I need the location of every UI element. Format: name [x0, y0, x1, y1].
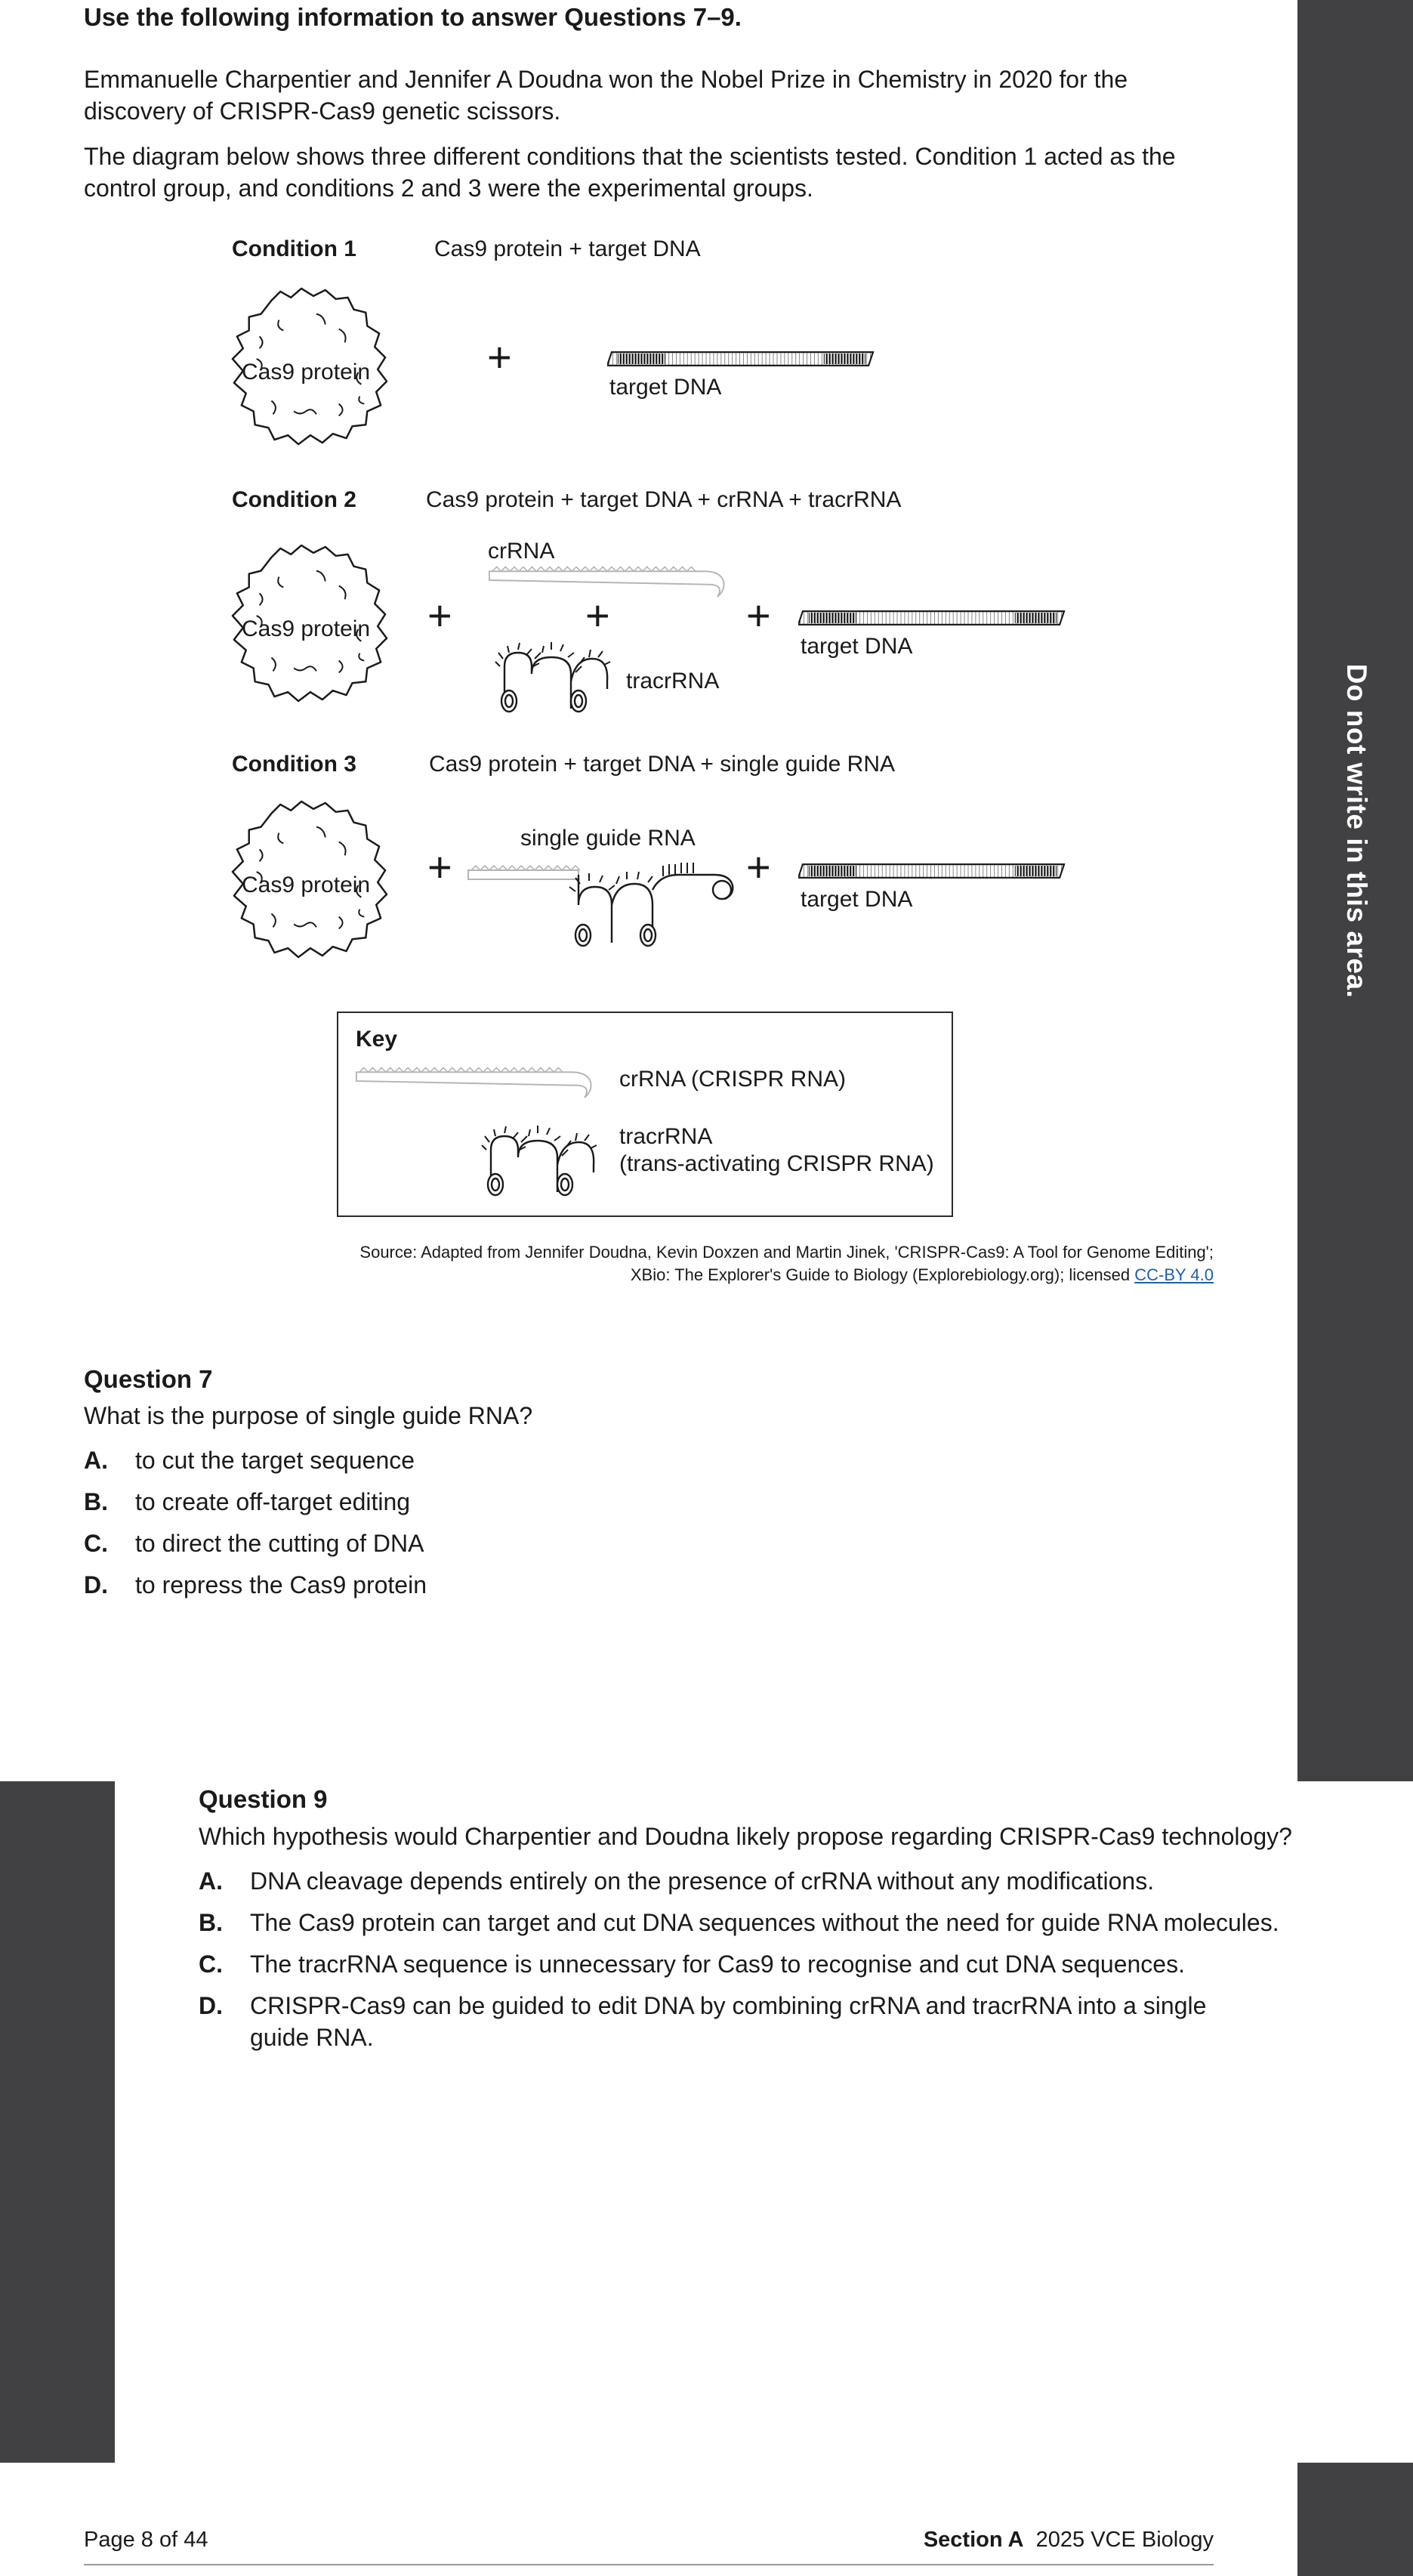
key-box	[337, 1012, 953, 1217]
target-dna-label: target DNA	[801, 887, 913, 912]
plus-sign: +	[746, 843, 771, 891]
do-not-write-banner: Do not write in this area.	[1341, 663, 1372, 999]
cas9-protein-label: Cas9 protein	[242, 616, 371, 641]
single-guide-rna-illustration	[465, 860, 745, 958]
question-7-option-a[interactable]: A. to cut the target sequence	[84, 1447, 415, 1474]
condition-3-formula: Cas9 protein + target DNA + single guide RNA	[429, 752, 896, 777]
license-link[interactable]: CC-BY 4.0	[1134, 1265, 1214, 1284]
question-7-stem: What is the purpose of single guide RNA?	[84, 1402, 533, 1429]
condition-2-formula: Cas9 protein + target DNA + crRNA + tracrRNA	[426, 487, 902, 512]
question-9-stem: Which hypothesis would Charpentier and Doudna likely propose regarding CRISPR-Cas9 technology?	[199, 1823, 1292, 1850]
target-dna-illustration	[798, 608, 1067, 628]
page-number: Page 8 of 44	[84, 2528, 208, 2552]
target-dna-illustration	[607, 349, 876, 369]
question-9-option-a[interactable]: A. DNA cleavage depends entirely on the presence of crRNA without any modifications.	[199, 1867, 1155, 1895]
margin-bar-right-bottom	[1297, 2463, 1413, 2576]
question-7-option-c[interactable]: C. to direct the cutting of DNA	[84, 1530, 424, 1557]
key-tracrrna-illustration	[476, 1120, 604, 1203]
plus-sign: +	[427, 591, 452, 639]
intro-paragraph-2: The diagram below shows three different conditions that the scientists tested. Condition 1 acted as the control group, and conditions 2 and 3 were the experimental groups.	[84, 143, 1176, 202]
key-tracrrna-label: tracrRNA (trans-activating CRISPR RNA)	[619, 1124, 934, 1176]
footer-rule	[84, 2564, 1214, 2565]
plus-sign: +	[487, 333, 512, 381]
plus-sign: +	[746, 591, 771, 639]
plus-sign: +	[427, 843, 452, 891]
target-dna-label: target DNA	[609, 375, 722, 400]
tracrrna-illustration	[489, 636, 618, 719]
plus-sign: +	[585, 591, 610, 639]
key-crrna-label: crRNA (CRISPR RNA)	[619, 1067, 847, 1092]
question-7-option-d[interactable]: D. to repress the Cas9 protein	[84, 1571, 427, 1598]
condition-2-label: Condition 2	[232, 487, 356, 512]
question-7-title: Question 7	[84, 1365, 213, 1393]
intro-heading: Use the following information to answer Questions 7–9.	[84, 3, 742, 31]
cas9-protein-label: Cas9 protein	[242, 360, 371, 385]
target-dna-illustration	[798, 861, 1067, 881]
key-title: Key	[356, 1027, 398, 1052]
question-7-option-b[interactable]: B. to create off-target editing	[84, 1488, 411, 1515]
margin-bar-left	[0, 1781, 115, 2463]
condition-1-formula: Cas9 protein + target DNA	[434, 236, 701, 261]
source-citation: Source: Adapted from Jennifer Doudna, Kevin Doxzen and Martin Jinek, 'CRISPR-Cas9: A Tool for Genome Editing'; XBio: The Explorer's Guide to Biology (Explorebiology.org); licensed CC-BY 4.0	[359, 1243, 1214, 1284]
footer-section: Section A 2025 VCE Biology	[923, 2528, 1214, 2552]
intro-paragraph-1: Emmanuelle Charpentier and Jennifer A Doudna won the Nobel Prize in Chemistry in 2020 for the discovery of CRISPR-Cas9 genetic scissors.	[84, 66, 1128, 125]
target-dna-label: target DNA	[801, 634, 913, 659]
key-crrna-illustration	[353, 1061, 597, 1099]
single-guide-rna-label: single guide RNA	[520, 826, 696, 851]
condition-3-label: Condition 3	[232, 752, 356, 777]
question-9-option-d[interactable]: D. CRISPR-Cas9 can be guided to edit DNA by combining crRNA and tracrRNA into a single guide RNA.	[199, 1992, 1207, 2051]
cas9-protein-label: Cas9 protein	[242, 873, 371, 897]
condition-1-label: Condition 1	[232, 236, 356, 261]
question-9-option-c[interactable]: C. The tracrRNA sequence is unnecessary for Cas9 to recognise and cut DNA sequences.	[199, 1951, 1185, 1978]
question-9-option-b[interactable]: B. The Cas9 protein can target and cut DNA sequences without the need for guide RNA molecules.	[199, 1909, 1279, 1936]
crrna-label: crRNA	[488, 539, 555, 564]
tracrrna-label: tracrRNA	[626, 669, 720, 693]
question-9-title: Question 9	[199, 1785, 328, 1813]
